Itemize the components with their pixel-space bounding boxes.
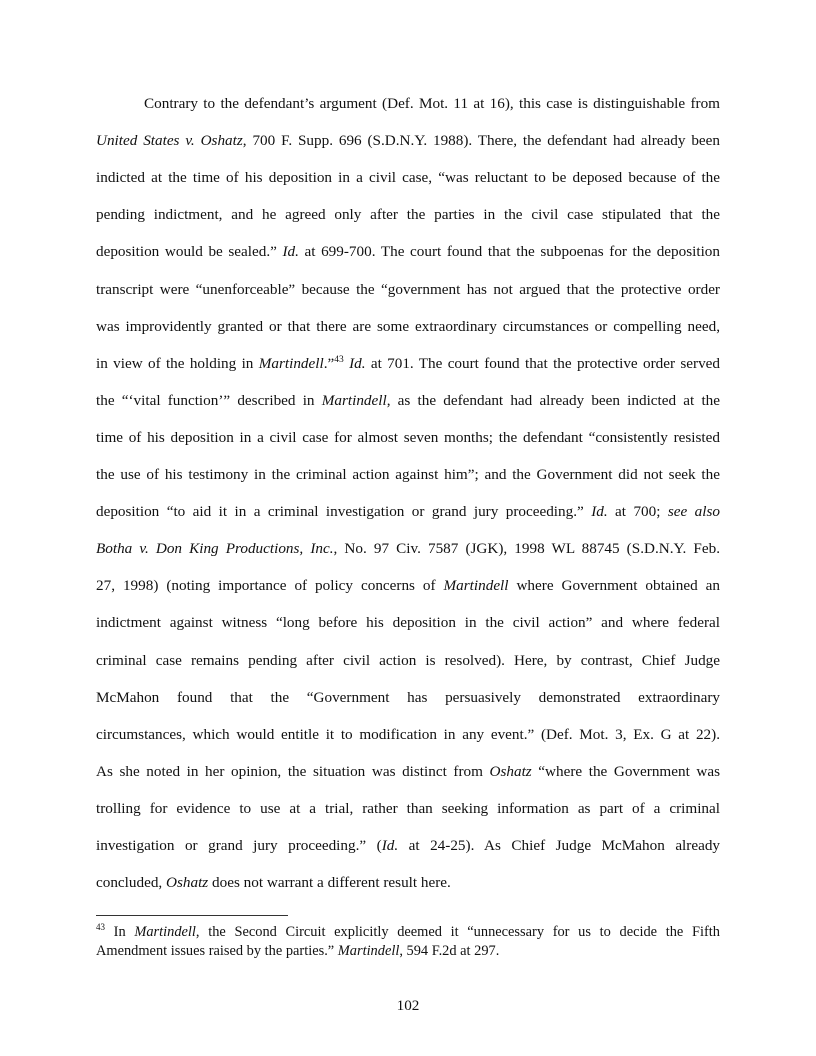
body-text: , No. 97 Civ. 7587 (JGK), 1998 WL 88745 (S.D.N.Y. Feb. xyxy=(333,540,720,558)
body-text: 27, 1998) (noting importance of policy concerns of xyxy=(96,577,444,595)
body-line xyxy=(96,613,720,633)
body-text: , 700 F. Supp. 696 (S.D.N.Y. 1988). There, the defendant had already been xyxy=(242,132,720,150)
body-italic: Martindell xyxy=(443,577,509,595)
body-line xyxy=(96,688,720,708)
body-text: in view of the holding in xyxy=(96,354,259,372)
body-italic: Oshatz xyxy=(489,762,532,780)
body-text: deposition “to aid it in a criminal investigation or grand jury proceeding.” xyxy=(96,503,592,521)
footnote-line xyxy=(96,942,720,960)
body-text: indicted at the time of his deposition in a civil case, “was reluctant to be deposed because of the xyxy=(96,169,720,187)
footnote-reference: 43 xyxy=(334,354,344,365)
body-line xyxy=(96,205,720,225)
body-line xyxy=(96,502,720,522)
body-italic: Martindell xyxy=(321,391,387,409)
body-text: .” xyxy=(323,354,335,372)
body-italic: Id. xyxy=(282,243,299,261)
body-text: pending indictment, and he agreed only after the parties in the civil case stipulated that the xyxy=(96,206,720,224)
body-text: at 699-700. The court found that the subpoenas for the deposition xyxy=(298,243,720,261)
body-text: was improvidently granted or that there are some extraordinary circumstances or compelling need, xyxy=(96,317,720,335)
body-text: transcript were “unenforceable” because the “government has not argued that the protective order xyxy=(96,280,720,298)
body-italic: Id. xyxy=(349,354,366,372)
body-italic: Id. xyxy=(591,503,608,521)
body-text: does not warrant a different result here. xyxy=(208,874,451,892)
body-line xyxy=(96,539,720,559)
body-text: As she noted in her opinion, the situation was distinct from xyxy=(96,762,490,780)
body-line xyxy=(96,762,720,782)
body-text: criminal case remains pending after civil action is resolved). Here, by contrast, Chief Judge xyxy=(96,651,720,669)
body-text: McMahon found that the “Government has persuasively demonstrated extraordinary xyxy=(96,688,720,706)
body-line xyxy=(96,725,720,745)
body-text: at 701. The court found that the protective order served xyxy=(365,354,721,372)
body-italic: Oshatz xyxy=(166,874,209,892)
body-text: deposition would be sealed.” xyxy=(96,243,283,261)
body-line xyxy=(96,131,720,151)
body-text: the use of his testimony in the criminal action against him”; and the Government did not seek the xyxy=(96,466,720,483)
body-line xyxy=(96,873,720,893)
body-text: where Government obtained an xyxy=(508,577,720,595)
body-text: the “‘vital function’” described in xyxy=(96,391,322,409)
body-line xyxy=(96,391,720,411)
body-text: concluded, xyxy=(96,874,167,892)
footnote-line xyxy=(96,923,720,941)
body-text: time of his deposition in a civil case for almost seven months; the defendant “consistently resisted xyxy=(96,428,720,446)
body-line xyxy=(96,651,720,671)
body-line xyxy=(96,168,720,188)
body-line xyxy=(96,354,720,374)
body-text: at 24-25). As Chief Judge McMahon already xyxy=(398,837,721,854)
body-text: trolling for evidence to use at a trial, rather than seeking information as part of a criminal xyxy=(96,799,720,817)
body-italic: Martindell xyxy=(258,354,324,372)
body-line xyxy=(96,799,720,819)
body-italic: see also xyxy=(667,503,720,521)
body-text: investigation or grand jury proceeding.” ( xyxy=(96,837,382,854)
body-line xyxy=(96,836,720,856)
body-text: circumstances, which would entitle it to modification in any event.” (Def. Mot. 3, Ex. G at 22). xyxy=(96,725,720,743)
footnote-text: Amendment issues raised by the parties.” xyxy=(96,943,338,959)
body-italic: United States v. Oshatz xyxy=(96,132,243,150)
body-line xyxy=(96,280,720,300)
body-line xyxy=(96,242,720,262)
footnote-number: 43 xyxy=(96,922,105,933)
body-text: Contrary to the defendant’s argument (Def. Mot. 11 at 16), this case is distinguishable from xyxy=(144,95,720,112)
body-line xyxy=(96,576,720,596)
body-text: indictment against witness “long before his deposition in the civil action” and where federal xyxy=(96,614,720,632)
page-number: 102 xyxy=(396,997,420,1014)
body-text: “where the Government was xyxy=(531,762,720,780)
body-text: at 700; xyxy=(607,503,668,521)
body-italic: Id. xyxy=(381,837,399,854)
body-italic: Botha v. Don King Productions, Inc. xyxy=(96,540,334,558)
footnote-text: , the Second Circuit explicitly deemed it “unnecessary for us to decide the Fifth xyxy=(195,924,720,940)
footnote-text: , 594 F.2d at 297. xyxy=(399,943,500,959)
footnote-italic: Martindell xyxy=(134,924,196,940)
body-text: , as the defendant had already been indicted at the xyxy=(386,391,720,409)
footnote-text: In xyxy=(105,924,135,940)
body-line xyxy=(96,428,720,448)
footnote-italic: Martindell xyxy=(337,943,400,959)
body-line xyxy=(96,317,720,337)
body-line xyxy=(144,94,720,114)
footnote-separator xyxy=(96,915,288,916)
body-line xyxy=(96,465,720,485)
